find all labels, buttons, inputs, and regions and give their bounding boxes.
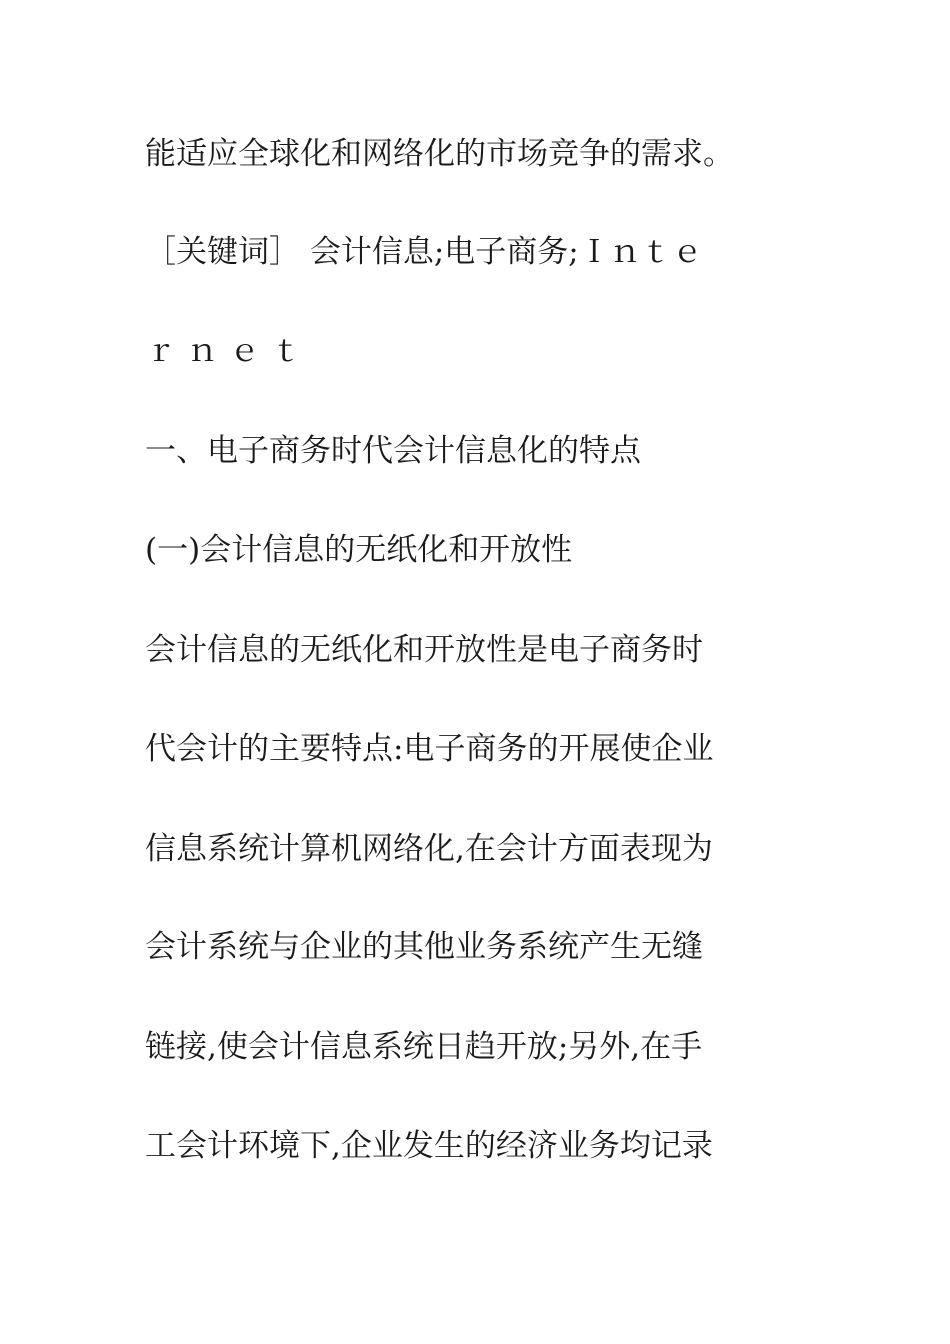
- section-heading: 一、电子商务时代会计信息化的特点: [145, 433, 641, 469]
- keywords-line: ［关键词］ 会计信息;电子商务;Ｉｎｔｅ: [145, 234, 703, 270]
- paragraph-line: 代会计的主要特点:电子商务的开展使企业: [145, 731, 714, 767]
- paragraph-line: 信息系统计算机网络化,在会计方面表现为: [145, 831, 713, 867]
- subsection-heading: (一)会计信息的无纸化和开放性: [145, 532, 573, 568]
- keywords-continuation-line: ｒｎｅｔ: [145, 333, 313, 369]
- paragraph-line: 工会计环境下,企业发生的经济业务均记录: [145, 1128, 713, 1164]
- body-text-line: 能适应全球化和网络化的市场竞争的需求。: [145, 136, 734, 172]
- paragraph-line: 链接,使会计信息系统日趋开放;另外,在手: [145, 1029, 703, 1065]
- paragraph-line: 会计系统与企业的其他业务系统产生无缝: [145, 929, 703, 965]
- paragraph-line: 会计信息的无纸化和开放性是电子商务时: [145, 632, 703, 668]
